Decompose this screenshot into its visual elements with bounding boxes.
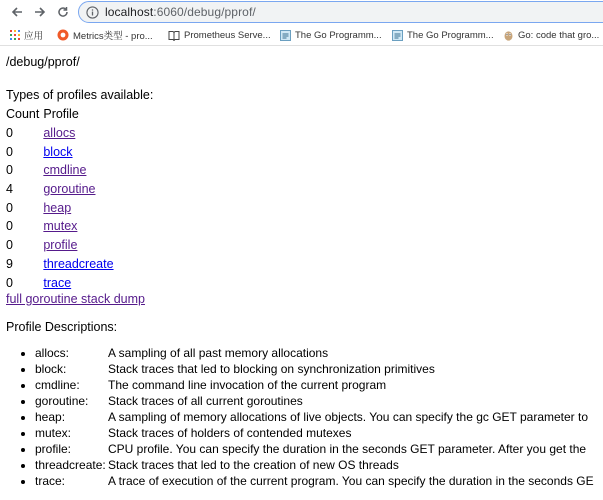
desc-text: Stack traces that led to the creation of new OS threads (108, 458, 399, 472)
desc-name: cmdline: (35, 378, 80, 392)
desc-text: Stack traces of holders of contended mutexes (108, 426, 352, 440)
profile-link-heap[interactable]: heap (43, 200, 72, 215)
table-row (6, 180, 114, 199)
browser-toolbar (0, 0, 603, 25)
url-host: localhost (105, 5, 154, 19)
forward-arrow-icon (34, 6, 46, 18)
desc-text: The command line invocation of the current program (108, 378, 387, 392)
profile-link-trace[interactable]: trace (43, 275, 72, 290)
desc-text: A sampling of memory allocations of live objects. You can specify the gc GET parameter to (108, 410, 589, 424)
list-item (35, 345, 603, 361)
count-header: Count (6, 107, 40, 122)
profile-count: 0 (6, 219, 13, 234)
desc-name: mutex: (35, 426, 72, 440)
profile-count: 0 (6, 163, 13, 178)
profile-count: 0 (6, 238, 13, 253)
desc-name: heap: (35, 410, 66, 424)
page-title: /debug/pprof/ (6, 55, 80, 69)
bookmark-label: Prometheus Serve... (184, 29, 271, 41)
grafana-icon (57, 29, 69, 41)
descriptions-list (0, 345, 603, 489)
bookmark-label: 应用 (24, 31, 44, 42)
forward-button[interactable] (31, 3, 49, 21)
desc-text: Stack traces of all current goroutines (108, 394, 303, 408)
gopher-icon (503, 29, 514, 41)
profile-link-profile[interactable]: profile (43, 238, 78, 253)
bookmark-go-spec-2[interactable] (392, 27, 494, 43)
address-bar[interactable] (78, 1, 603, 23)
profile-header: Profile (43, 107, 79, 122)
table-row (6, 124, 114, 143)
back-button[interactable] (8, 3, 26, 21)
desc-text: A trace of execution of the current program. You can specify the duration in the seconds GE (108, 474, 594, 488)
profile-count: 0 (6, 144, 13, 159)
table-row (6, 142, 114, 161)
url-text[interactable] (105, 5, 256, 19)
bookmark-label: Go: code that gro... (518, 29, 600, 41)
profile-link-cmdline[interactable]: cmdline (43, 163, 87, 178)
table-row (6, 217, 114, 236)
list-item (35, 425, 603, 441)
full-goroutine-dump-link[interactable]: full goroutine stack dump (6, 292, 145, 306)
table-row (6, 161, 114, 180)
list-item (35, 457, 603, 473)
info-icon[interactable] (86, 6, 99, 19)
table-row (6, 255, 114, 274)
profiles-table (6, 105, 114, 292)
bookmark-label: The Go Programm... (407, 29, 494, 41)
desc-name: profile: (35, 442, 72, 456)
table-row (6, 198, 114, 217)
profile-count: 4 (6, 182, 13, 197)
apps-grid-icon (10, 30, 20, 40)
bookmark-apps[interactable] (10, 27, 43, 43)
bookmark-label: Metrics类型 - pro... (73, 31, 153, 42)
bookmarks-bar (0, 25, 603, 46)
bookmark-go-blog[interactable] (503, 27, 599, 43)
profile-link-goroutine[interactable]: goroutine (43, 182, 96, 197)
desc-name: threadcreate: (35, 458, 106, 472)
profile-count: 0 (6, 275, 13, 290)
desc-text: Stack traces that led to blocking on synchronization primitives (108, 362, 435, 376)
go-doc-icon (392, 30, 403, 41)
list-item (35, 393, 603, 409)
desc-name: trace: (35, 474, 66, 488)
profile-count: 0 (6, 126, 13, 141)
desc-name: allocs: (35, 346, 70, 360)
desc-name: goroutine: (35, 394, 89, 408)
book-icon (168, 30, 180, 41)
reload-icon (57, 6, 69, 18)
table-row (6, 236, 114, 255)
bookmark-label: The Go Programm... (295, 29, 382, 41)
bookmark-metrics[interactable] (57, 27, 153, 43)
list-item (35, 409, 603, 425)
table-row (6, 273, 114, 292)
url-path: :6060/debug/pprof/ (153, 5, 256, 19)
bookmark-prometheus[interactable] (168, 27, 271, 43)
profile-link-block[interactable]: block (43, 144, 73, 159)
list-item (35, 361, 603, 377)
bookmark-go-spec-1[interactable] (280, 27, 382, 43)
types-title: Types of profiles available: (6, 88, 154, 102)
profile-link-mutex[interactable]: mutex (43, 219, 78, 234)
profile-link-allocs[interactable]: allocs (43, 126, 76, 141)
profile-count: 9 (6, 256, 13, 271)
back-arrow-icon (11, 6, 23, 18)
table-header-row (6, 105, 114, 124)
go-doc-icon (280, 30, 291, 41)
desc-name: block: (35, 362, 67, 376)
list-item (35, 473, 603, 489)
profile-count: 0 (6, 200, 13, 215)
profile-link-threadcreate[interactable]: threadcreate (43, 256, 114, 271)
desc-text: CPU profile. You can specify the duration in the seconds GET parameter. After you get the (108, 442, 587, 456)
list-item (35, 441, 603, 457)
list-item (35, 377, 603, 393)
desc-text: A sampling of all past memory allocations (108, 346, 329, 360)
reload-button[interactable] (54, 3, 72, 21)
descriptions-title: Profile Descriptions: (6, 320, 118, 334)
